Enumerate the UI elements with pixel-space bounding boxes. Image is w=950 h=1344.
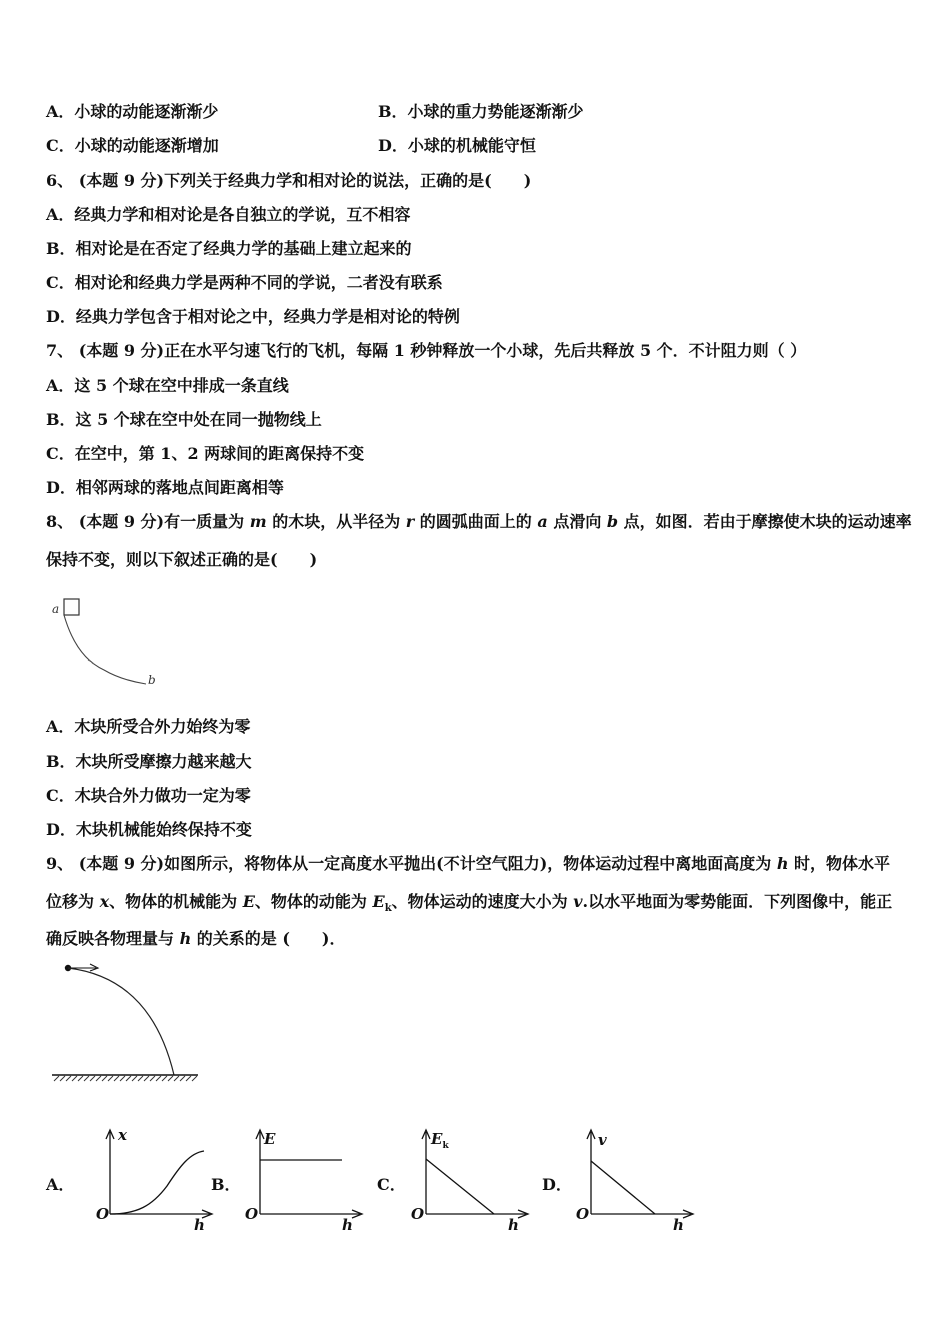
q9-stem-line3: 确反映各物理量与 h 的关系的是 ( )． bbox=[46, 929, 346, 948]
q9-graph-b-y-label: E bbox=[264, 1130, 276, 1148]
q5-option-c: C．小球的动能逐渐增加 bbox=[46, 136, 219, 155]
q8-option-a: A．木块所受合外力始终为零 bbox=[46, 717, 251, 736]
q9-graph-d bbox=[573, 1126, 698, 1236]
q9-graph-d-x-label: h bbox=[673, 1216, 684, 1234]
q9-graph-c-origin: O bbox=[411, 1205, 425, 1223]
q8-option-d: D．木块机械能始终保持不变 bbox=[46, 820, 252, 839]
q7-option-d: D．相邻两球的落地点间距离相等 bbox=[46, 478, 284, 497]
q6-option-d: D．经典力学包含于相对论之中，经典力学是相对论的特例 bbox=[46, 307, 460, 326]
q7-option-a: A．这 5 个球在空中排成一条直线 bbox=[46, 376, 289, 395]
q6-option-a: A．经典力学和相对论是各自独立的学说，互不相容 bbox=[46, 205, 411, 224]
q6-stem: 6、 (本题 9 分)下列关于经典力学和相对论的说法，正确的是( ) bbox=[46, 171, 532, 190]
q6-option-c: C．相对论和经典力学是两种不同的学说，二者没有联系 bbox=[46, 273, 443, 292]
q7-option-c: C．在空中，第 1、2 两球间的距离保持不变 bbox=[46, 444, 365, 463]
q9-stem-line1: 9、 (本题 9 分)如图所示，将物体从一定高度水平抛出(不计空气阻力)，物体运动过程中离地面高度为 h 时，物体水平 bbox=[46, 854, 891, 873]
q9-graph-a-origin: O bbox=[96, 1205, 110, 1223]
q9-graph-a-y-label: x bbox=[118, 1126, 127, 1144]
q9-graph-b-x-label: h bbox=[342, 1216, 353, 1234]
q7-stem: 7、 (本题 9 分)正在水平匀速飞行的飞机，每隔 1 秒钟释放一个小球，先后共释放 5 个．不计阻力则（ ） bbox=[46, 341, 807, 360]
q5-option-b: B．小球的重力势能逐渐渐少 bbox=[378, 102, 584, 121]
q8-arc-figure bbox=[46, 592, 166, 692]
q9-graph-b-label: B． bbox=[211, 1175, 241, 1194]
q9-graph-d-label: D． bbox=[542, 1175, 572, 1194]
q9-stem-line2: 位移为 x、物体的机械能为 E、物体的动能为 $E_k$、物体运动的速度大小为 v.以水平地面为零势能面．下列图像中，能正 bbox=[46, 892, 893, 915]
q9-graph-d-y-label: v bbox=[598, 1131, 607, 1149]
q6-option-b: B．相对论是在否定了经典力学的基础上建立起来的 bbox=[46, 239, 412, 258]
q7-option-b: B．这 5 个球在空中处在同一抛物线上 bbox=[46, 410, 322, 429]
q9-graph-c-label: C． bbox=[377, 1175, 406, 1194]
q9-graph-a-label: A． bbox=[46, 1175, 75, 1194]
q5-option-d: D．小球的机械能守恒 bbox=[378, 136, 536, 155]
q9-graph-b-origin: O bbox=[245, 1205, 259, 1223]
q9-graph-a-x-label: h bbox=[194, 1216, 205, 1234]
q9-graph-c-x-label: h bbox=[508, 1216, 519, 1234]
q9-graph-a bbox=[92, 1126, 217, 1236]
q9-graph-d-origin: O bbox=[576, 1205, 590, 1223]
q8-option-b: B．木块所受摩擦力越来越大 bbox=[46, 752, 252, 771]
q8-stem-line2: 保持不变，则以下叙述正确的是( ) bbox=[46, 550, 318, 569]
q9-graph-b bbox=[242, 1126, 367, 1236]
q8-stem-line1: 8、 (本题 9 分)有一质量为 m 的木块，从半径为 r 的圆弧曲面上的 a 点滑向 b 点，如图．若由于摩擦使木块的运动速率 bbox=[46, 512, 912, 531]
q8-option-c: C．木块合外力做功一定为零 bbox=[46, 786, 251, 805]
q9-graph-c-y-label: $E_k$ bbox=[431, 1130, 449, 1151]
q9-graph-c bbox=[408, 1126, 533, 1236]
q8-fig-label-a: a bbox=[52, 602, 60, 616]
q5-option-a: A．小球的动能逐渐渐少 bbox=[46, 102, 219, 121]
q9-projectile-figure bbox=[46, 958, 206, 1083]
q8-fig-label-b: b bbox=[148, 673, 156, 687]
